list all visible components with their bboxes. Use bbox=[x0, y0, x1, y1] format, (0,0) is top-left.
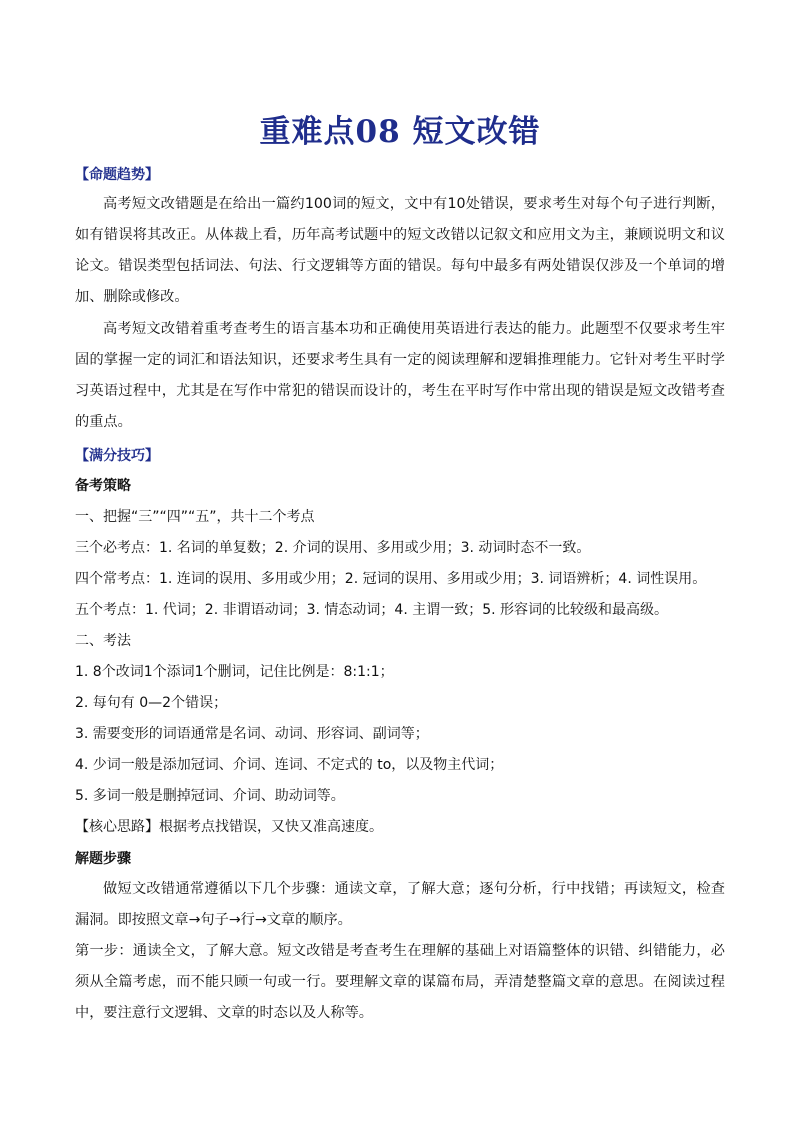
paragraph-step-one: 第一步：通读全文，了解大意。短文改错是考查考生在理解的基础上对语篇整体的识错、纠错能力，必须从全篇考虑，而不能只顾一句或一行。要理解文章的谋篇布局，弄清楚整篇文章的意思。在阅读过程中，要注意行文逻辑、文章的时态以及人称等。 bbox=[75, 943, 725, 1021]
subheading-prep-strategy: 备考策略 bbox=[75, 478, 131, 494]
paragraph-trend-2: 高考短文改错着重考查考生的语言基本功和正确使用英语进行表达的能力。此题型不仅要求考生牢固的掌握一定的词汇和语法知识，还要求考生具有一定的阅读理解和逻辑推理能力。它针对考生平时学习英语过程中，尤其是在写作中常犯的错误而设计的，考生在平时写作中常出现的错误是短文改错考查的重点。 bbox=[75, 321, 725, 430]
section-heading-skills: 【满分技巧】 bbox=[75, 448, 159, 464]
list-item: 一、把握“三”“四”“五”，共十二个考点 bbox=[75, 509, 315, 525]
paragraph-trend-1: 高考短文改错题是在给出一篇约100词的短文，文中有10处错误，要求考生对每个句子进行判断，如有错误将其改正。从体裁上看，历年高考试题中的短文改错以记叙文和应用文为主，兼顾说明文和议论文。错误类型包括词法、句法、行文逻辑等方面的错误。每句中最多有两处错误仅涉及一个单词的增加、删除或修改。 bbox=[75, 196, 725, 305]
list-item: 4. 少词一般是添加冠词、介词、连词、不定式的 to，以及物主代词； bbox=[75, 757, 504, 773]
list-item: 1. 8个改词1个添词1个删词，记住比例是：8:1:1； bbox=[75, 664, 394, 680]
list-item: 三个必考点：1. 名词的单复数；2. 介词的误用、多用或少用；3. 动词时态不一致。 bbox=[75, 540, 591, 556]
list-item: 二、考法 bbox=[75, 633, 131, 649]
list-item: 3. 需要变形的词语通常是名词、动词、形容词、副词等； bbox=[75, 726, 429, 742]
list-item: 四个常考点：1. 连词的误用、多用或少用；2. 冠词的误用、多用或少用；3. 词语辨析；4. 词性误用。 bbox=[75, 571, 707, 587]
page-title: 重难点08 短文改错 bbox=[259, 114, 541, 150]
list-item: 五个考点：1. 代词；2. 非谓语动词；3. 情态动词；4. 主谓一致；5. 形容词的比较级和最高级。 bbox=[75, 602, 669, 618]
list-item: 2. 每句有 0—2个错误； bbox=[75, 695, 228, 711]
paragraph-steps-intro: 做短文改错通常遵循以下几个步骤：通读文章，了解大意；逐句分析，行中找错；再读短文，检查漏洞。即按照文章→句子→行→文章的顺序。 bbox=[75, 881, 725, 928]
list-item: 5. 多词一般是删掉冠词、介词、助动词等。 bbox=[75, 788, 345, 804]
section-heading-trend: 【命题趋势】 bbox=[75, 167, 159, 183]
subheading-solution-steps: 解题步骤 bbox=[75, 851, 131, 867]
list-item: 【核心思路】根据考点找错误，又快又准高速度。 bbox=[75, 819, 383, 835]
